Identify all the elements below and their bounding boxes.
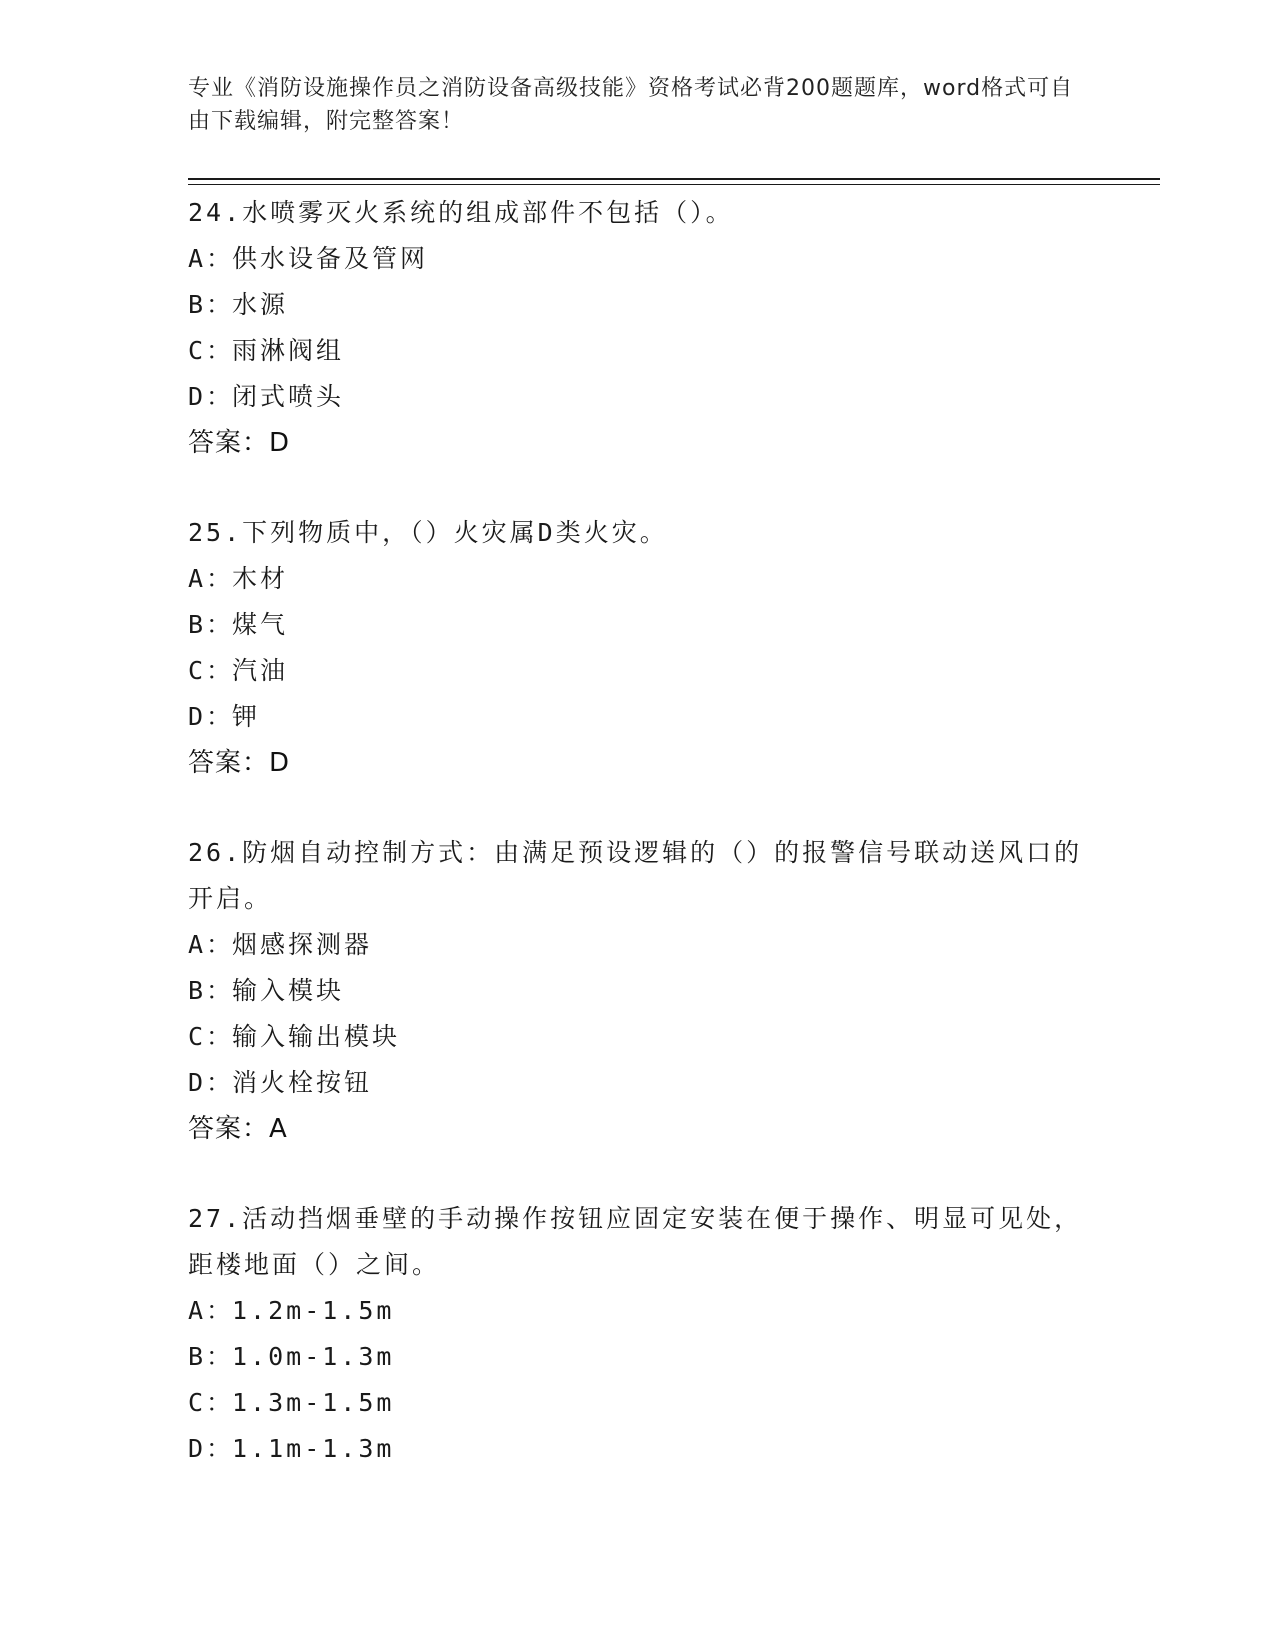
option-text: 输入输出模块 [232, 1022, 401, 1051]
option-label: D： [188, 382, 235, 411]
option-b [188, 602, 1088, 648]
option-a [188, 556, 1088, 602]
option-label: A： [188, 244, 235, 273]
option-text: 钾 [232, 702, 261, 731]
option-d [188, 374, 1088, 420]
option-text: 1.0m-1.3m [232, 1342, 395, 1371]
option-a [188, 236, 1088, 282]
question-item [188, 510, 1088, 786]
option-text: 1.3m-1.5m [232, 1388, 395, 1417]
option-text: 木材 [232, 564, 289, 593]
option-label: C： [188, 1022, 235, 1051]
question-stem: 25.下列物质中，（）火灾属D类火灾。 [188, 518, 668, 547]
option-label: C： [188, 336, 235, 365]
option-text: 煤气 [232, 610, 289, 639]
option-a [188, 922, 1088, 968]
question-item [188, 1196, 1088, 1472]
option-label: A： [188, 1296, 235, 1325]
option-label: B： [188, 610, 235, 639]
option-text: 雨淋阀组 [232, 336, 345, 365]
option-label: C： [188, 1388, 235, 1417]
option-d [188, 694, 1088, 740]
option-label: A： [188, 564, 235, 593]
header-divider-thin [188, 184, 1160, 185]
question-list [188, 190, 1088, 1516]
option-text: 输入模块 [232, 976, 345, 1005]
option-b [188, 282, 1088, 328]
option-text: 消火栓按钮 [232, 1068, 373, 1097]
option-label: B： [188, 1342, 235, 1371]
answer-line: 答案：A [188, 1114, 288, 1144]
question-stem: 26.防烟自动控制方式：由满足预设逻辑的（）的报警信号联动送风口的开启。 [188, 838, 1083, 913]
header-divider-thick [188, 178, 1160, 180]
option-c [188, 328, 1088, 374]
option-label: C： [188, 656, 235, 685]
option-text: 烟感探测器 [232, 930, 373, 959]
answer-line: 答案：D [188, 748, 291, 778]
question-item [188, 830, 1088, 1152]
option-c [188, 1380, 1088, 1426]
document-header: 专业《消防设施操作员之消防设备高级技能》资格考试必背200题题库，word格式可自由下载编辑，附完整答案！ [188, 76, 1074, 134]
option-label: A： [188, 930, 235, 959]
option-text: 供水设备及管网 [232, 244, 429, 273]
option-c [188, 648, 1088, 694]
question-item [188, 190, 1088, 466]
option-c [188, 1014, 1088, 1060]
option-a [188, 1288, 1088, 1334]
option-label: B： [188, 290, 235, 319]
option-d [188, 1426, 1088, 1472]
option-label: D： [188, 1068, 235, 1097]
option-label: B： [188, 976, 235, 1005]
answer-line: 答案：D [188, 428, 291, 458]
option-b [188, 968, 1088, 1014]
option-label: D： [188, 702, 235, 731]
option-d [188, 1060, 1088, 1106]
option-label: D： [188, 1434, 235, 1463]
option-text: 水源 [232, 290, 289, 319]
option-text: 1.1m-1.3m [232, 1434, 395, 1463]
option-b [188, 1334, 1088, 1380]
option-text: 1.2m-1.5m [232, 1296, 395, 1325]
option-text: 汽油 [232, 656, 289, 685]
question-stem: 24.水喷雾灭火系统的组成部件不包括（）。 [188, 198, 734, 227]
option-text: 闭式喷头 [232, 382, 345, 411]
question-stem: 27.活动挡烟垂壁的手动操作按钮应固定安装在便于操作、明显可见处，距楼地面（）之间。 [188, 1204, 1083, 1279]
